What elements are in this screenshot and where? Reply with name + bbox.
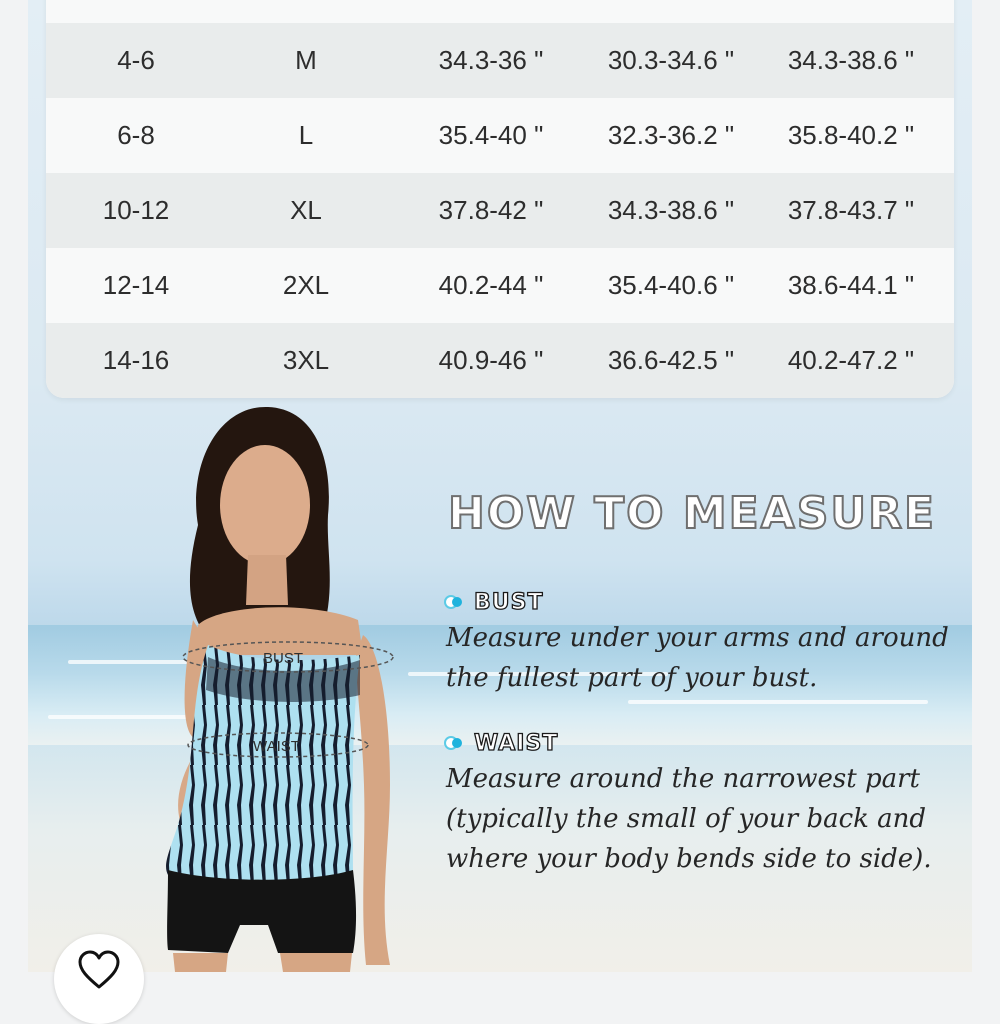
- size-cell: 3XL: [282, 345, 330, 375]
- bust-section-header: [444, 587, 543, 617]
- waist-cell: 35.4-40.6 ": [607, 270, 735, 300]
- how-to-measure-title: HOW TO MEASURE: [448, 488, 937, 539]
- waist-cell: 32.3-36.2 ": [607, 120, 735, 150]
- model-bust-label: BUST: [263, 650, 304, 667]
- size-cell: M: [295, 45, 317, 75]
- us-size-cell: 14-16: [102, 345, 170, 375]
- waist-heading: WAIST: [474, 730, 559, 756]
- waist-cell: 30.3-34.6 ": [607, 45, 735, 75]
- wave: [628, 700, 928, 704]
- table-row: [46, 248, 954, 323]
- favorite-button[interactable]: [54, 934, 144, 1024]
- waist-cell: 36.6-42.5 ": [607, 345, 735, 375]
- hip-cell: 40.2-47.2 ": [787, 345, 915, 375]
- hip-cell: 37.8-43.7 ": [787, 195, 915, 225]
- circle-bullet-icon: [444, 595, 466, 609]
- model-waist-label: WAIST: [253, 738, 300, 755]
- bust-text-line: Measure under your arms and around: [446, 623, 949, 653]
- hip-cell: 38.6-44.1 ": [787, 270, 915, 300]
- circle-bullet-icon: [444, 736, 466, 750]
- us-size-cell: 4-6: [117, 45, 155, 75]
- bust-cell: 34.3-36 ": [438, 45, 544, 75]
- bust-cell: 40.9-46 ": [438, 345, 544, 375]
- bust-text-line: the fullest part of your bust.: [446, 663, 818, 693]
- table-row: [46, 323, 954, 398]
- waist-cell: 34.3-38.6 ": [607, 195, 735, 225]
- size-chart-table: [46, 0, 954, 398]
- hip-cell: 35.8-40.2 ": [787, 120, 915, 150]
- bust-cell: 35.4-40 ": [438, 120, 544, 150]
- us-size-cell: 10-12: [102, 195, 170, 225]
- waist-section-header: [444, 728, 558, 758]
- bust-heading: BUST: [474, 589, 544, 615]
- table-row: [46, 173, 954, 248]
- waist-text-line: where your body bends side to side).: [446, 844, 932, 874]
- bust-description: [446, 618, 956, 698]
- model-figure: [128, 405, 428, 972]
- waist-text-line: (typically the small of your back and: [446, 804, 927, 834]
- product-image: [28, 0, 972, 972]
- waist-text-line: Measure around the narrowest part: [446, 764, 920, 794]
- size-cell: XL: [290, 195, 322, 225]
- heart-outline-icon: [77, 950, 121, 990]
- size-cell: L: [298, 120, 314, 150]
- us-size-cell: 12-14: [102, 270, 170, 300]
- size-cell: 2XL: [282, 270, 330, 300]
- us-size-cell: 6-8: [117, 120, 155, 150]
- bust-cell: 37.8-42 ": [438, 195, 544, 225]
- bust-cell: 40.2-44 ": [438, 270, 544, 300]
- hip-cell: 34.3-38.6 ": [787, 45, 915, 75]
- table-row: [46, 98, 954, 173]
- table-row: [46, 23, 954, 98]
- waist-description: [446, 759, 956, 879]
